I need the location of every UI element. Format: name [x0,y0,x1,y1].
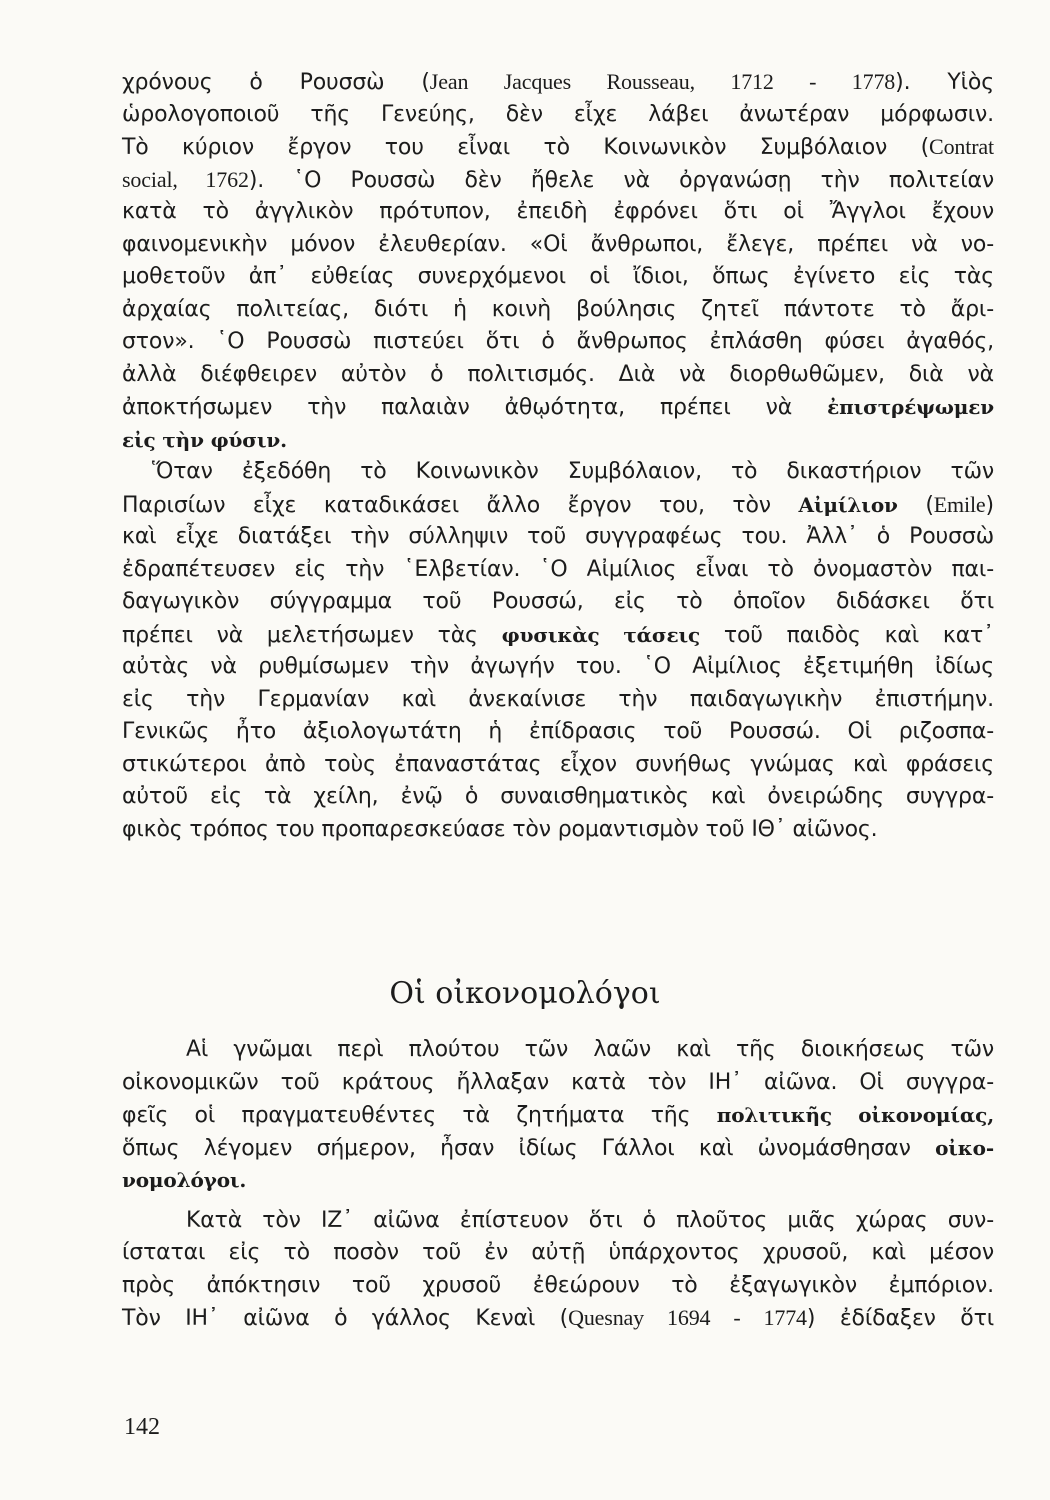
text-line: ίσταται εἰς τὸ ποσὸν τοῦ ἐν αὐτῇ ὑπάρχοντος χρυσοῦ, καὶ μέσον [122,1240,994,1265]
text-line: οἰκονομικῶν τοῦ κράτους ἤλλαξαν κατὰ τὸν ΙΗ᾿ αἰῶνα. Οἱ συγγρα- [122,1069,994,1095]
text-line: μοθετοῦν ἀπ᾿ εὐθείας συνερχόμενοι οἱ ἴδιοι, ὅπως ἐγίνετο εἰς τὰς [122,264,994,289]
text-line: χρόνους ὁ Ρουσσὼ (Jean Jacques Rousseau, 1712 - 1778). Υἱὸς [122,69,994,95]
text-line: Τὸ κύριον ἔργον του εἶναι τὸ Κοινωνικὸν Συμβόλαιον (Contrat [122,134,994,160]
text-line: εἰς τὴν Γερμανίαν καὶ ἀνεκαίνισε τὴν παιδαγωγικὴν ἐπιστήμην. [122,686,994,712]
text-line: κατὰ τὸ ἀγγλικὸν πρότυπον, ἐπειδὴ ἐφρόνει ὅτι οἱ Ἄγγλοι ἔχουν [122,199,994,224]
emphasis-bold: οἰκο- [935,1135,994,1160]
section-heading: Οἱ οἰκονομολόγοι [389,976,661,1011]
text-line: καὶ εἶχε διατάξει τὴν σύλληψιν τοῦ συγγραφέως του. Ἀλλ᾿ ὁ Ρουσσὼ [122,524,994,549]
emphasis-bold: νομολόγοι. [122,1168,247,1192]
text-line: πρέπει νὰ μελετήσωμεν τὰς φυσικὰς τάσεις τοῦ παιδὸς καὶ κατ᾿ [122,622,994,648]
text-line: φαινομενικὴν μόνον ἐλευθερίαν. «Οἱ ἄνθρωποι, ἔλεγε, πρέπει νὰ νο- [122,231,994,257]
text-line: Κατὰ τὸν ΙΖ᾿ αἰῶνα ἐπίστευον ὅτι ὁ πλοῦτος μιᾶς χώρας συν- [186,1207,994,1233]
text-line: στικώτεροι ἀπὸ τοὺς ἐπαναστάτας εἶχον συνήθως γνώμας καὶ φράσεις [122,751,994,777]
text-line: Ὅταν ἐξεδόθη τὸ Κοινωνικὸν Συμβόλαιον, τὸ δικαστήριον τῶν [152,459,994,484]
text-line: πρὸς ἀπόκτησιν τοῦ χρυσοῦ ἐθεώρουν τὸ ἐξαγωγικὸν ἐμπόριον. [122,1272,994,1298]
text-line: ἀλλὰ διέφθειρεν αὐτὸν ὁ πολιτισμός. Διὰ νὰ διορθωθῶμεν, διὰ νὰ [122,361,994,387]
text-line: ἀποκτήσωμεν τὴν παλαιὰν ἀθῳότητα, πρέπει νὰ ἐπιστρέψωμεν [122,395,994,420]
text-line: Αἱ γνῶμαι περὶ πλούτου τῶν λαῶν καὶ τῆς διοικήσεως τῶν [186,1037,994,1062]
paragraph-economists [122,1034,994,1335]
text-line: δαγωγικὸν σύγγραμμα τοῦ Ρουσσώ, εἰς τὸ ὁποῖον διδάσκει ὅτι [122,589,994,614]
page-number: 142 [124,1414,160,1440]
text-line: Παρισίων εἶχε καταδικάσει ἄλλο ἔργον του, τὸν Αἰμίλιον (Emile) [122,491,994,518]
text-line: αὐτὰς νὰ ρυθμίσωμεν τὴν ἀγωγήν του. ῾Ο Αἰμίλιος ἐξετιμήθη ἰδίως [122,654,994,679]
text-line: ἀρχαίας πολιτείας, διότι ἡ κοινὴ βούλησις ζητεῖ πάντοτε τὸ ἄρι- [122,296,994,322]
text-line: στον». ῾Ο Ρουσσὼ πιστεύει ὅτι ὁ ἄνθρωπος ἐπλάσθη φύσει ἀγαθός, [122,329,994,354]
text-line: Τὸν ΙΗ᾿ αἰῶνα ὁ γάλλος Κεναὶ (Quesnay 1694 - 1774) ἐδίδαξεν ὅτι [122,1305,994,1331]
emphasis-bold: ἐπιστρέψωμεν [827,395,994,419]
text-line: ἐδραπέτευσεν εἰς τὴν ῾Ελβετίαν. ῾Ο Αἰμίλιος εἶναι τὸ ὀνομαστὸν παι- [122,556,994,582]
emphasis-bold: εἰς τὴν φύσιν. [122,427,287,452]
paragraph-rousseau [122,66,994,846]
emphasis-bold: φυσικὰς τάσεις [501,622,701,647]
text-line: Γενικῶς ἦτο ἀξιολογωτάτη ἡ ἐπίδρασις τοῦ Ρουσσώ. Οἱ ριζοσπα- [122,719,994,744]
text-line: social, 1762). ῾Ο Ρουσσὼ δὲν ἤθελε νὰ ὀργανώσῃ τὴν πολιτείαν [122,166,995,193]
text-line: ὡρολογοποιοῦ τῆς Γενεύης, δὲν εἶχε λάβει ἀνωτέραν μόρφωσιν. [122,101,994,127]
text-line: φικὸς τρόπος του προπαρεσκεύασε τὸν ρομαντισμὸν τοῦ ΙΘ᾿ αἰῶνος. [122,816,878,842]
emphasis-bold: Αἰμίλιον [798,492,898,517]
text-line: αὐτοῦ εἰς τὰ χείλη, ἐνῷ ὁ συναισθηματικὸς καὶ ὀνειρώδης συγγρα- [122,784,994,809]
emphasis-bold: πολιτικῆς οἰκονομίας, [716,1103,995,1127]
text-line: ὅπως λέγομεν σήμερον, ἦσαν ἰδίως Γάλλοι καὶ ὠνομάσθησαν οἰκο- [122,1135,994,1161]
text-line: φεῖς οἱ πραγματευθέντες τὰ ζητήματα τῆς πολιτικῆς οἰκονομίας, [122,1103,995,1128]
